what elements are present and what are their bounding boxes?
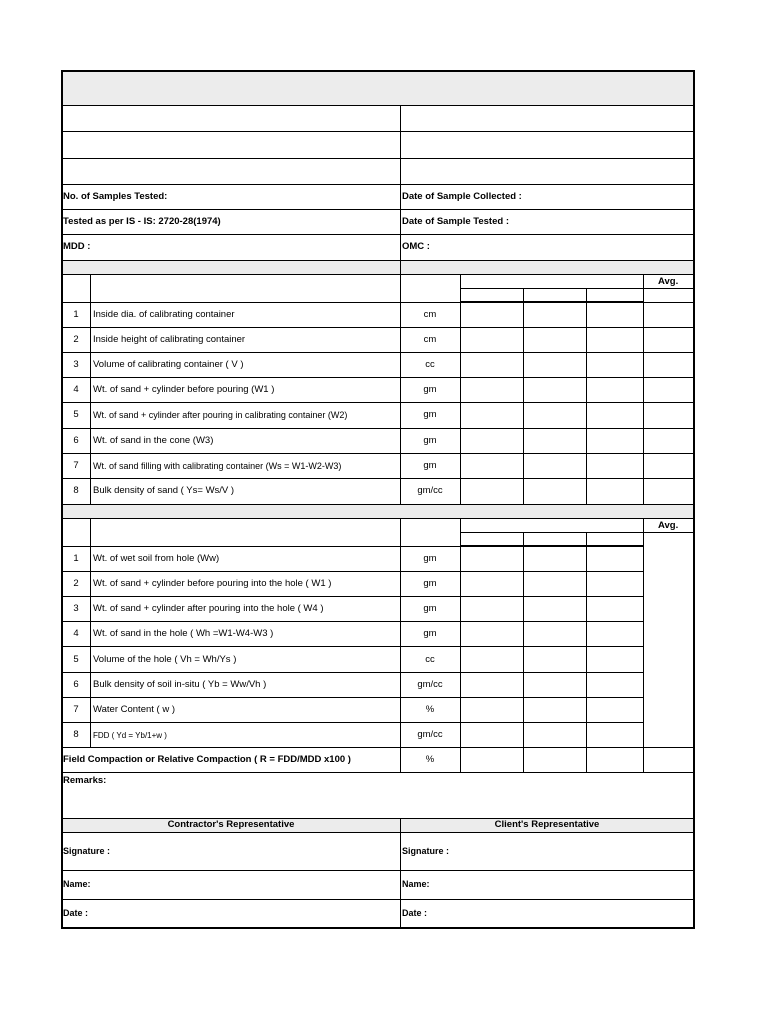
row-unit: gm — [423, 460, 437, 471]
row-description: Wt. of sand in the hole ( Wh =W1-W4-W3 ) — [93, 628, 274, 639]
row-number: 8 — [73, 485, 79, 496]
row-description: Wt. of wet soil from hole (Ww) — [93, 553, 220, 564]
row-unit: gm — [423, 603, 437, 614]
row-number: 2 — [73, 334, 79, 345]
row-description: Volume of the hole ( Vh = Wh/Ys ) — [93, 654, 237, 665]
contractor-representative-heading: Contractor's Representative — [167, 819, 295, 830]
row-unit: cm — [423, 309, 437, 320]
relative-compaction-label: Field Compaction or Relative Compaction ( R = FDD/MDD x100 ) — [63, 754, 351, 765]
samples-tested-label: No. of Samples Tested: — [63, 191, 168, 202]
row-description: Water Content ( w ) — [93, 704, 176, 715]
row-description: FDD ( Yd = Yb/1+w ) — [93, 731, 167, 740]
row-unit: cc — [425, 654, 435, 665]
remarks-label: Remarks: — [63, 775, 107, 786]
row-description: Volume of calibrating container ( V ) — [93, 359, 244, 370]
row-number: 1 — [73, 553, 79, 564]
row-description: Wt. of sand + cylinder after pouring in calibrating container (W2) — [93, 410, 348, 420]
row-unit: gm/cc — [417, 679, 443, 690]
row-number: 5 — [73, 654, 79, 665]
client-date-label: Date : — [402, 908, 428, 918]
client-representative-heading: Client's Representative — [494, 819, 600, 830]
row-number: 8 — [73, 729, 79, 740]
row-description: Wt. of sand + cylinder after pouring into the hole ( W4 ) — [93, 603, 324, 614]
row-number: 6 — [73, 679, 79, 690]
row-description: Wt. of sand filling with calibrating container (Ws = W1-W2-W3) — [93, 461, 342, 471]
omc-label: OMC : — [402, 241, 430, 252]
row-description: Wt. of sand + cylinder before pouring (W1 ) — [93, 384, 275, 395]
date-collected-label: Date of Sample Collected : — [402, 191, 522, 202]
contractor-date-label: Date : — [63, 908, 89, 918]
row-number: 3 — [73, 603, 79, 614]
row-unit: % — [425, 704, 435, 715]
row-number: 4 — [73, 384, 79, 395]
title-band — [63, 72, 693, 105]
row-unit: gm — [423, 384, 437, 395]
mdd-label: MDD : — [63, 241, 91, 252]
section-divider-band — [63, 505, 693, 518]
contractor-name-label: Name: — [63, 879, 91, 889]
row-unit: gm — [423, 409, 437, 420]
client-name-label: Name: — [402, 879, 430, 889]
row-unit: cm — [423, 334, 437, 345]
row-number: 2 — [73, 578, 79, 589]
row-description: Bulk density of soil in-situ ( Yb = Ww/Vh ) — [93, 679, 267, 690]
row-description: Bulk density of sand ( Ys= Ws/V ) — [93, 485, 235, 496]
row-description: Inside dia. of calibrating container — [93, 309, 235, 320]
contractor-signature-label: Signature : — [63, 846, 111, 856]
row-number: 5 — [73, 409, 79, 420]
row-number: 7 — [73, 460, 79, 471]
row-number: 6 — [73, 435, 79, 446]
client-signature-label: Signature : — [402, 846, 450, 856]
row-unit: gm — [423, 435, 437, 446]
row-number: 1 — [73, 309, 79, 320]
row-number: 7 — [73, 704, 79, 715]
row-unit: gm — [423, 553, 437, 564]
avg-header: Avg. — [658, 520, 679, 531]
row-unit: cc — [425, 359, 435, 370]
row-unit: gm — [423, 578, 437, 589]
avg-header: Avg. — [658, 276, 679, 287]
date-tested-label: Date of Sample Tested : — [402, 216, 509, 227]
row-description: Inside height of calibrating container — [93, 334, 246, 345]
relative-compaction-unit: % — [425, 754, 435, 765]
row-unit: gm/cc — [417, 485, 443, 496]
row-number: 3 — [73, 359, 79, 370]
row-description: Wt. of sand + cylinder before pouring into the hole ( W1 ) — [93, 578, 332, 589]
section-divider-band — [63, 261, 693, 274]
row-unit: gm/cc — [417, 729, 443, 740]
row-description: Wt. of sand in the cone (W3) — [93, 435, 214, 446]
row-number: 4 — [73, 628, 79, 639]
row-unit: gm — [423, 628, 437, 639]
tested-as-per-label: Tested as per IS - IS: 2720-28(1974) — [63, 216, 221, 227]
